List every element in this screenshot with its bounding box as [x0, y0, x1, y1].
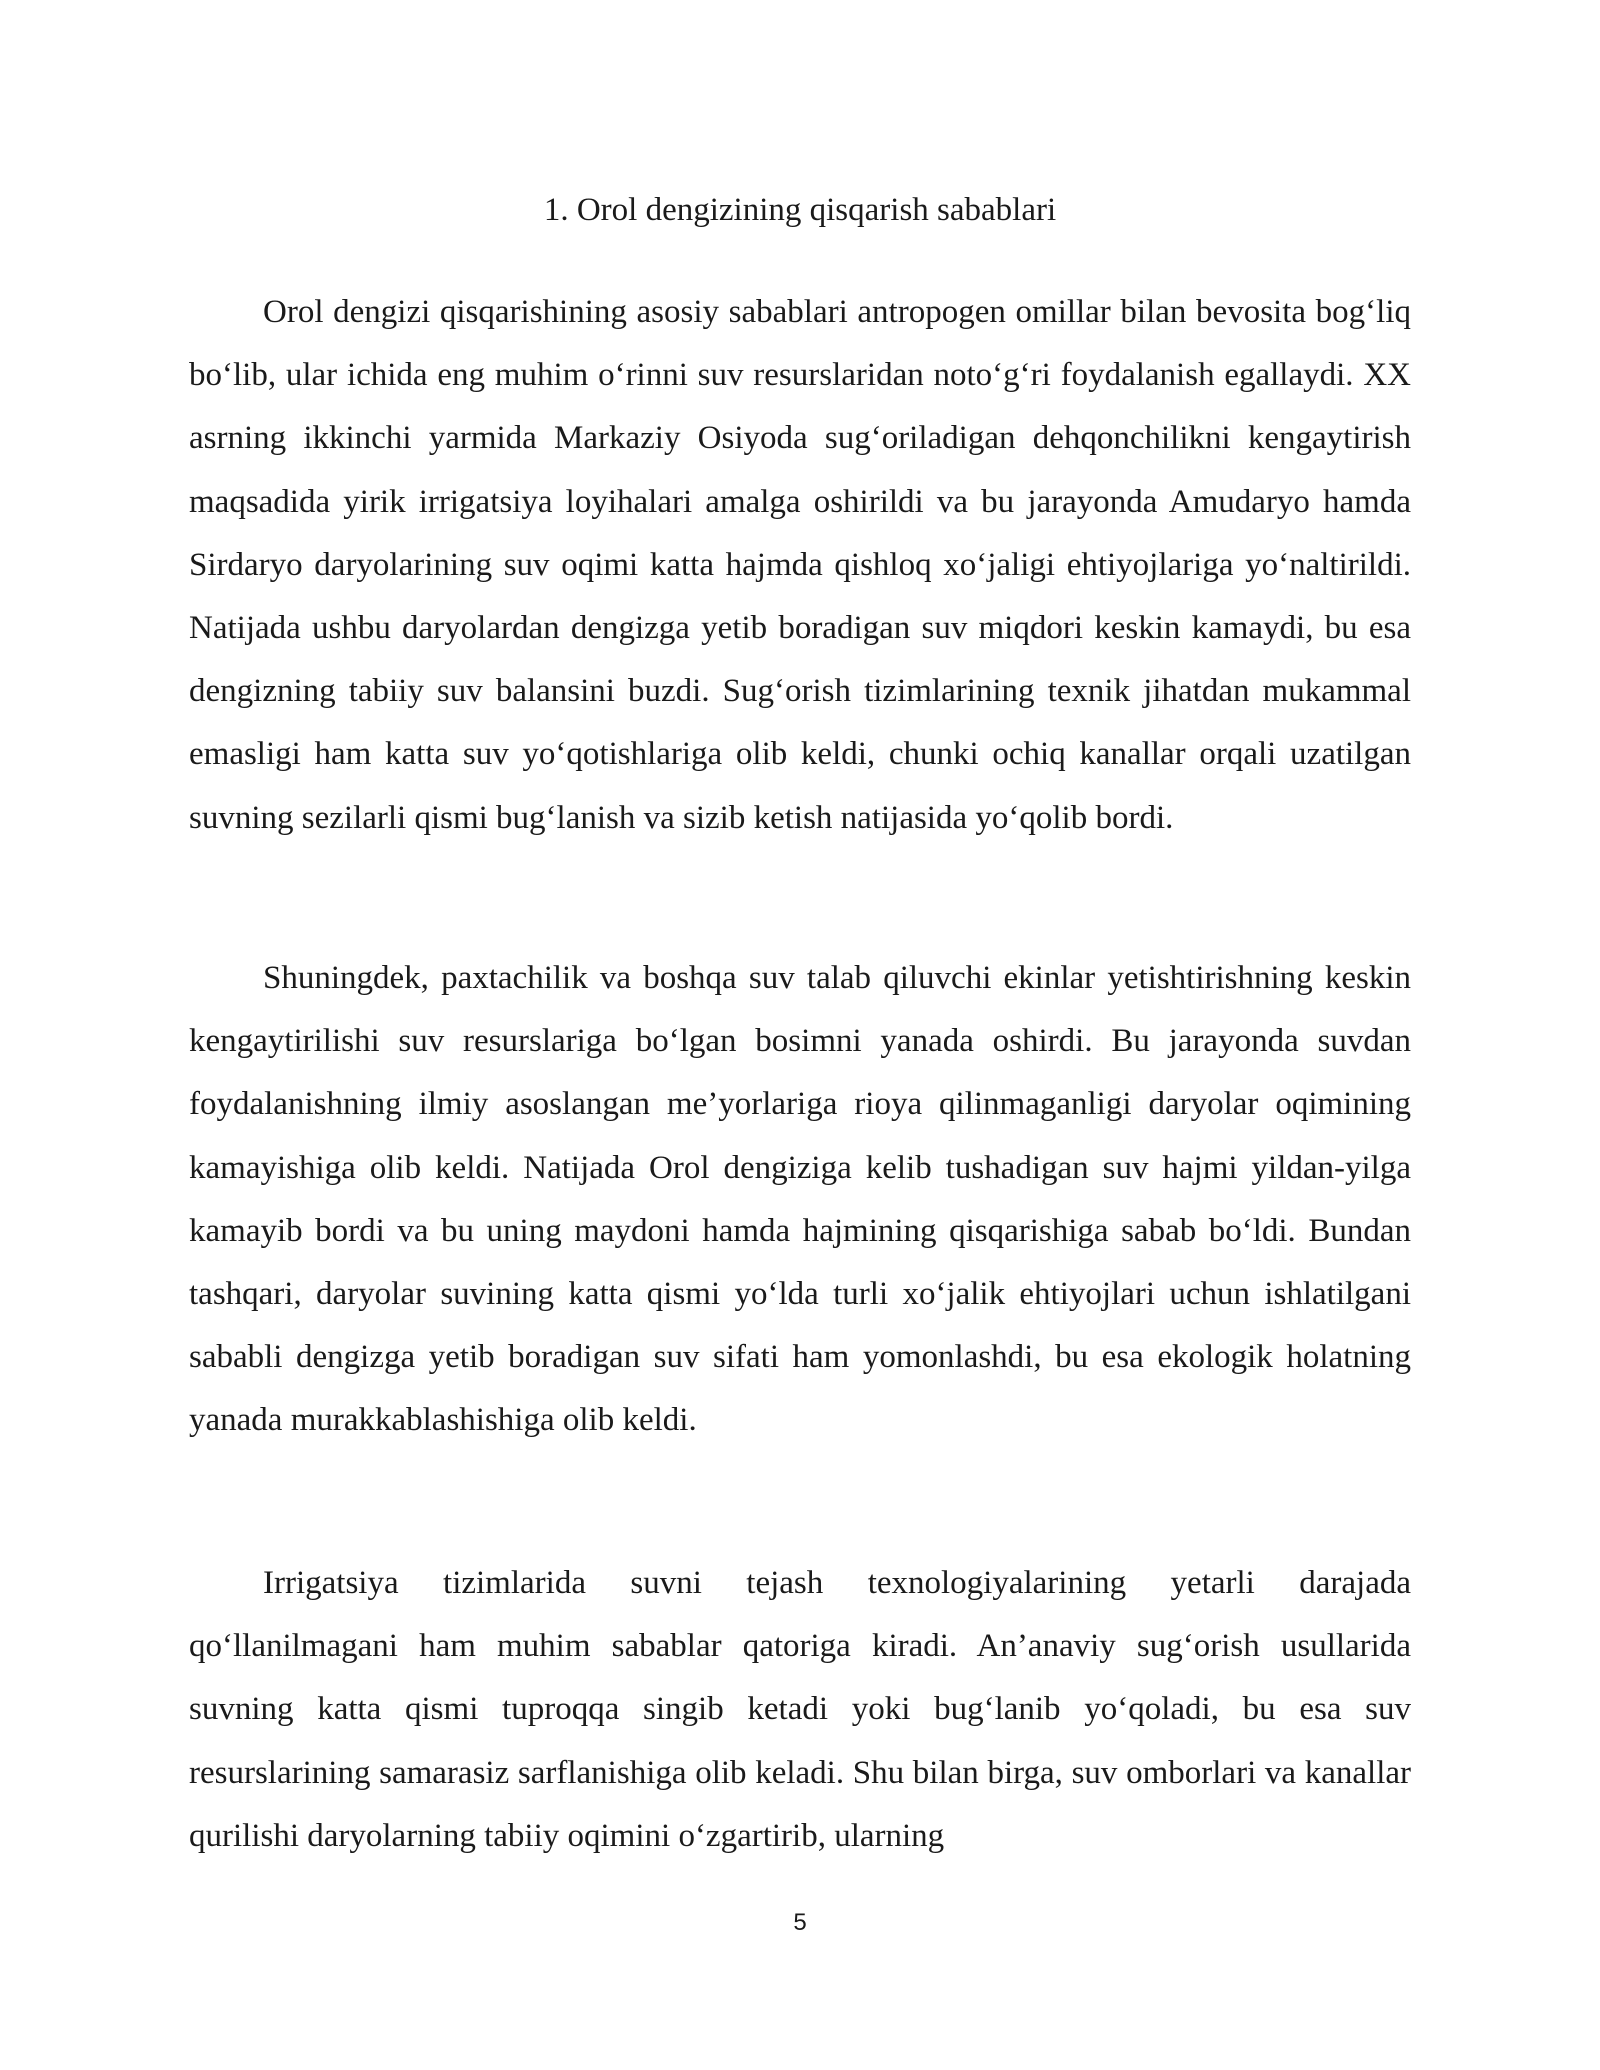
section-heading: 1. Orol dengizining qisqarish sabablari — [543, 192, 1057, 228]
body-paragraph-3: Irrigatsiya tizimlarida suvni tejash texnologiyalarining yetarli darajada qo‘llanilmagani ham muhim sabablar qatoriga kiradi. An’anaviy sug‘orish usullarida suvning katta qismi tuproqqa singib ketadi yoki bug‘lanib yo‘qoladi, bu esa suv resurslarining samarasiz sarflanishiga olib keladi. Shu bilan birga, suv omborlari va kanallar qurilishi daryolarning tabiiy oqimini o‘zgartirib, ularning — [189, 1565, 1411, 1854]
body-paragraph-2: Shuningdek, paxtachilik va boshqa suv talab qiluvchi ekinlar yetishtirishning keskin kengaytirilishi suv resurslariga bo‘lgan bosimni yanada oshirdi. Bu jarayonda suvdan foydalanishning ilmiy asoslangan me’yorlariga rioya qilinmaganligi daryolar oqimining kamayishiga olib keldi. Natijada Orol dengiziga kelib tushadigan suv hajmi yildan-yilga kamayib bordi va bu uning maydoni hamda hajmining qisqarishiga sabab bo‘ldi. Bundan tashqari, daryolar suvining katta qismi yo‘lda turli xo‘jalik ehtiyojlari uchun ishlatilgani sababli dengizga yetib boradigan suv sifati ham yomonlashdi, bu esa ekologik holatning yanada murakkablashishiga olib keldi. — [189, 960, 1411, 1439]
page-number: 5 — [793, 1909, 807, 1936]
body-paragraph-1: Orol dengizi qisqarishining asosiy sabablari antropogen omillar bilan bevosita bog‘liq bo‘lib, ular ichida eng muhim o‘rinni suv resurslaridan noto‘g‘ri foydalanish egallaydi. XX asrning ikkinchi yarmida Markaziy Osiyoda sug‘oriladigan dehqonchilikni kengaytirish maqsadida yirik irrigatsiya loyihalari amalga oshirildi va bu jarayonda Amudaryo hamda Sirdaryo daryolarining suv oqimi katta hajmda qishloq xo‘jaligi ehtiyojlariga yo‘naltirildi. Natijada ushbu daryolardan dengizga yetib boradigan suv miqdori keskin kamaydi, bu esa dengizning tabiiy suv balansini buzdi. Sug‘orish tizimlarining texnik jihatdan mukammal emasligi ham katta suv yo‘qotishlariga olib keldi, chunki ochiq kanallar orqali uzatilgan suvning sezilarli qismi bug‘lanish va sizib ketish natijasida yo‘qolib bordi. — [189, 294, 1411, 836]
